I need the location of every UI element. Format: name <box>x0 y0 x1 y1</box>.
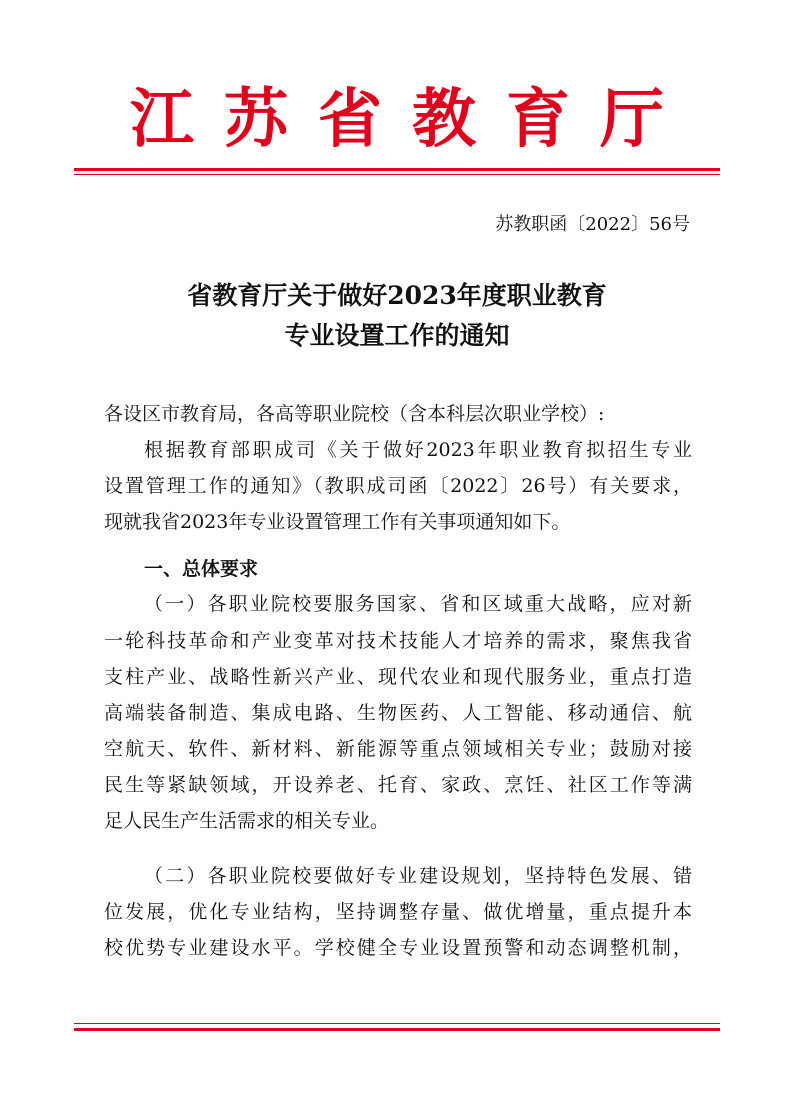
para1-line-4: 高端装备制造、集成电路、生物医药、人工智能、移动通信、航 <box>104 702 692 724</box>
footer-rule-thin <box>74 1023 720 1024</box>
para2-line-2: 位发展，优化专业结构，坚持调整存量、做优增量，重点提升本 <box>104 901 692 923</box>
para1-line-3: 支柱产业、战略性新兴产业、现代农业和现代服务业，重点打造 <box>104 666 692 688</box>
document-title-line-2: 专业设置工作的通知 <box>284 321 510 350</box>
agency-title: 江苏省教育厅 <box>130 82 694 157</box>
document-title-line-1: 省教育厅关于做好2023年度职业教育 <box>187 281 607 310</box>
para2-line-3: 校优势专业建设水平。学校健全专业设置预警和动态调整机制， <box>104 937 692 959</box>
header-rule-thin <box>74 174 720 175</box>
para1-line-7: 足人民生产生活需求的相关专业。 <box>104 810 390 832</box>
intro-line-3: 现就我省2023年专业设置管理工作有关事项通知如下。 <box>104 511 571 533</box>
para2-line-1: （二）各职业院校要做好专业建设规划，坚持特色发展、错 <box>144 865 692 887</box>
para1-line-1: （一）各职业院校要服务国家、省和区域重大战略，应对新 <box>144 593 692 615</box>
header-rule-thick <box>74 168 720 171</box>
footer-rule-thick <box>74 1028 720 1031</box>
para1-line-6: 民生等紧缺领域，开设养老、托育、家政、烹饪、社区工作等满 <box>104 774 692 796</box>
section-heading-1: 一、总体要求 <box>144 558 259 580</box>
para1-line-5: 空航天、软件、新材料、新能源等重点领域相关专业；鼓励对接 <box>104 738 692 760</box>
para1-line-2: 一轮科技革命和产业变革对技术技能人才培养的需求，聚焦我省 <box>104 630 692 652</box>
document-number: 苏教职函〔2022〕56号 <box>495 214 690 235</box>
intro-line-2: 设置管理工作的通知》（教职成司函〔2022〕26号）有关要求， <box>104 475 692 497</box>
addressee: 各设区市教育局，各高等职业院校（含本科层次职业学校）: <box>104 403 605 425</box>
intro-line-1: 根据教育部职成司《关于做好2023年职业教育拟招生专业 <box>144 439 692 461</box>
